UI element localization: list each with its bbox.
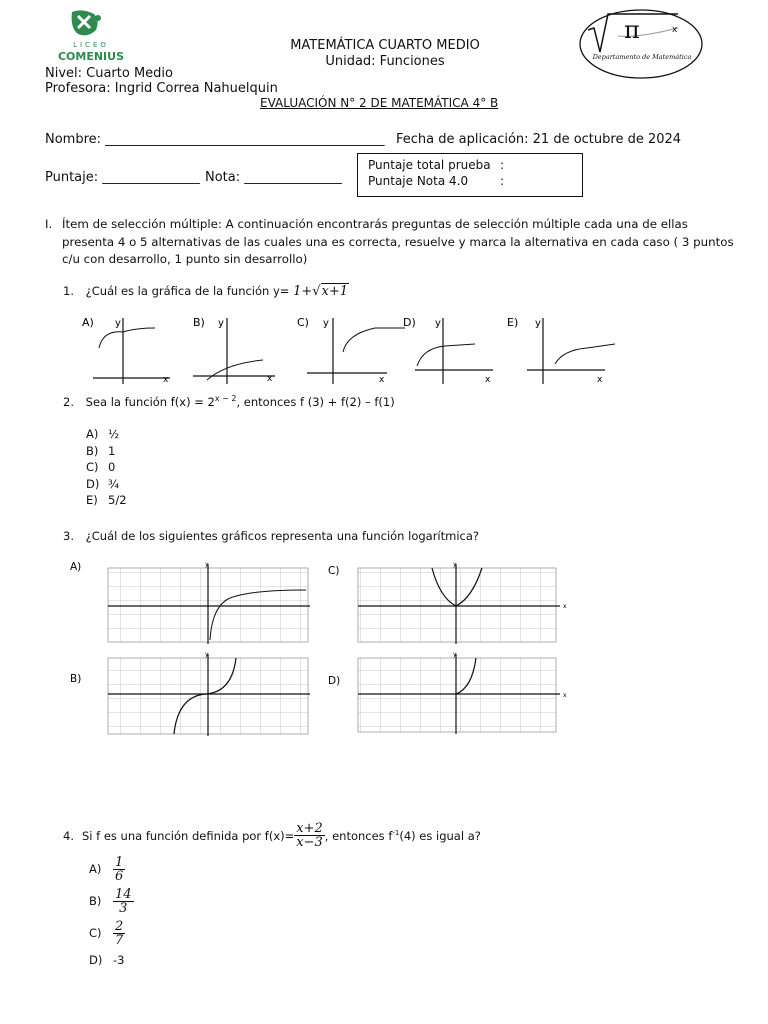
q1-label-d: D) bbox=[403, 316, 416, 329]
question-3 bbox=[63, 529, 479, 543]
q3-graph-c[interactable] bbox=[328, 561, 567, 644]
nota-field[interactable]: Nota: _______________ bbox=[205, 170, 342, 185]
svg-text:y: y bbox=[453, 651, 457, 658]
q4-text-post: , entonces f bbox=[324, 828, 393, 843]
score-total-value[interactable]: : bbox=[500, 158, 505, 172]
q2-text-post: , entonces f (3) + f(2) – f(1) bbox=[236, 394, 395, 409]
title-line2: Unidad: Funciones bbox=[325, 54, 445, 69]
q3-label-b: B) bbox=[70, 673, 82, 685]
q2-text-pre: Sea la función f(x) = 2 bbox=[85, 394, 215, 409]
department-name: Departamento de Matemática bbox=[592, 53, 692, 61]
q1-label-b: B) bbox=[193, 316, 205, 329]
svg-text:y: y bbox=[453, 561, 457, 568]
q1-formula: 1+√x+1 bbox=[293, 284, 349, 299]
q1-graph-d[interactable] bbox=[403, 316, 493, 385]
section-instructions bbox=[45, 216, 735, 269]
svg-text:y: y bbox=[435, 318, 441, 329]
q1-radicand: x+1 bbox=[321, 284, 349, 299]
pi-symbol: π bbox=[624, 16, 640, 44]
q4-inverse-exp: -1 bbox=[392, 829, 400, 837]
q1-graph-e[interactable] bbox=[507, 316, 615, 385]
nivel-text: Nivel: Cuarto Medio bbox=[45, 66, 173, 81]
title-line1: MATEMÁTICA CUARTO MEDIO bbox=[290, 38, 480, 53]
q3-graphs bbox=[60, 558, 580, 738]
q4-option[interactable]: B) $\frac{14}{3}$ bbox=[89, 886, 132, 916]
svg-text:y: y bbox=[323, 318, 329, 329]
svg-text:y: y bbox=[115, 318, 121, 329]
q4-option[interactable]: D) -3 bbox=[89, 952, 125, 967]
score-nota-label: Puntaje Nota 4.0 bbox=[368, 174, 469, 188]
q4-option[interactable]: C) $\frac{2}{7}$ bbox=[89, 918, 124, 948]
q1-label-e: E) bbox=[507, 316, 519, 329]
q2-option[interactable]: E) 5/2 bbox=[86, 493, 127, 507]
q3-graph-d[interactable] bbox=[328, 651, 567, 734]
question-1 bbox=[63, 284, 349, 299]
q2-exponent: x − 2 bbox=[214, 394, 237, 403]
q4-formula: $\frac{x+2}{x-3}$ bbox=[296, 821, 323, 850]
q1-graphs bbox=[75, 310, 635, 390]
evaluation-title: EVALUACIÓN N° 2 DE MATEMÁTICA 4° B bbox=[260, 96, 499, 110]
section-number: I. bbox=[45, 217, 53, 231]
q1-label-c: C) bbox=[297, 316, 309, 329]
svg-text:x: x bbox=[379, 375, 385, 385]
section-text: Ítem de selección múltiple: A continuación encontrarás preguntas de selección múltiple cada una de ellas presenta 4 o 5 alternativas de las cuales una es correcta, resuelve y marca la alternativa en cada caso ( 3 puntos c/u con desarrollo, 1 punto sin desarrollo) bbox=[62, 217, 734, 266]
q1-text: ¿Cuál es la gráfica de la función y= bbox=[85, 284, 290, 298]
q4-options bbox=[89, 853, 134, 971]
q4-option[interactable]: A) $\frac{1}{6}$ bbox=[89, 854, 124, 884]
q1-graph-c[interactable] bbox=[297, 316, 405, 385]
q3-number: 3. bbox=[63, 529, 74, 543]
svg-text:x: x bbox=[163, 375, 169, 385]
q3-graph-b[interactable] bbox=[70, 651, 310, 736]
q2-option[interactable]: B) 1 bbox=[86, 443, 116, 458]
score-total-label: Puntaje total prueba bbox=[368, 158, 491, 172]
department-logo bbox=[578, 8, 704, 80]
score-nota-value[interactable]: : bbox=[500, 174, 505, 188]
q3-graph-a[interactable] bbox=[70, 561, 310, 644]
profesora-text: Profesora: Ingrid Correa Nahuelquin bbox=[45, 81, 278, 96]
svg-text:y: y bbox=[205, 561, 209, 568]
school-name-line1: LICEO bbox=[73, 41, 109, 49]
q2-number: 2. bbox=[63, 394, 74, 409]
q1-graph-b[interactable] bbox=[193, 316, 275, 384]
svg-text:y: y bbox=[218, 318, 224, 329]
q2-options bbox=[86, 426, 127, 509]
q1-graph-a[interactable] bbox=[82, 316, 170, 385]
q4-number: 4. bbox=[63, 828, 74, 843]
question-4 bbox=[63, 822, 481, 849]
department-logo-icon bbox=[578, 8, 704, 80]
q4-text-end: (4) es igual a? bbox=[399, 828, 481, 843]
q1-number: 1. bbox=[63, 284, 74, 298]
school-logo bbox=[52, 8, 130, 66]
puntaje-field[interactable]: Puntaje: _______________ bbox=[45, 170, 200, 185]
q1-label-a: A) bbox=[82, 316, 94, 329]
q2-option[interactable]: C) 0 bbox=[86, 460, 116, 474]
svg-text:x: x bbox=[597, 375, 603, 385]
svg-text:y: y bbox=[535, 318, 541, 329]
q2-option[interactable]: D) ¾ bbox=[86, 476, 120, 491]
score-box bbox=[357, 153, 583, 197]
q3-label-c: C) bbox=[328, 565, 340, 577]
nombre-field[interactable]: Nombre: ___________________________________________ bbox=[45, 132, 385, 147]
q4-text-pre: Si f es una función definida por f(x)= bbox=[81, 828, 295, 843]
fecha-text: Fecha de aplicación: 21 de octubre de 2024 bbox=[396, 132, 682, 147]
svg-text:x: x bbox=[485, 375, 491, 385]
q2-option[interactable]: A) ½ bbox=[86, 427, 120, 441]
q3-label-a: A) bbox=[70, 561, 82, 573]
school-name-line2: COMENIUS bbox=[57, 50, 125, 63]
svg-text:y: y bbox=[205, 651, 209, 658]
q3-label-d: D) bbox=[328, 675, 341, 687]
q3-text: ¿Cuál de los siguientes gráficos representa una función logarítmica? bbox=[85, 529, 480, 543]
logo-x-label: x bbox=[672, 25, 678, 35]
svg-text:x: x bbox=[563, 692, 567, 699]
question-2 bbox=[63, 394, 395, 409]
svg-text:x: x bbox=[563, 603, 567, 610]
q1-formula-prefix: 1+ bbox=[293, 284, 313, 299]
svg-text:x: x bbox=[267, 374, 273, 384]
course-info bbox=[45, 66, 278, 96]
